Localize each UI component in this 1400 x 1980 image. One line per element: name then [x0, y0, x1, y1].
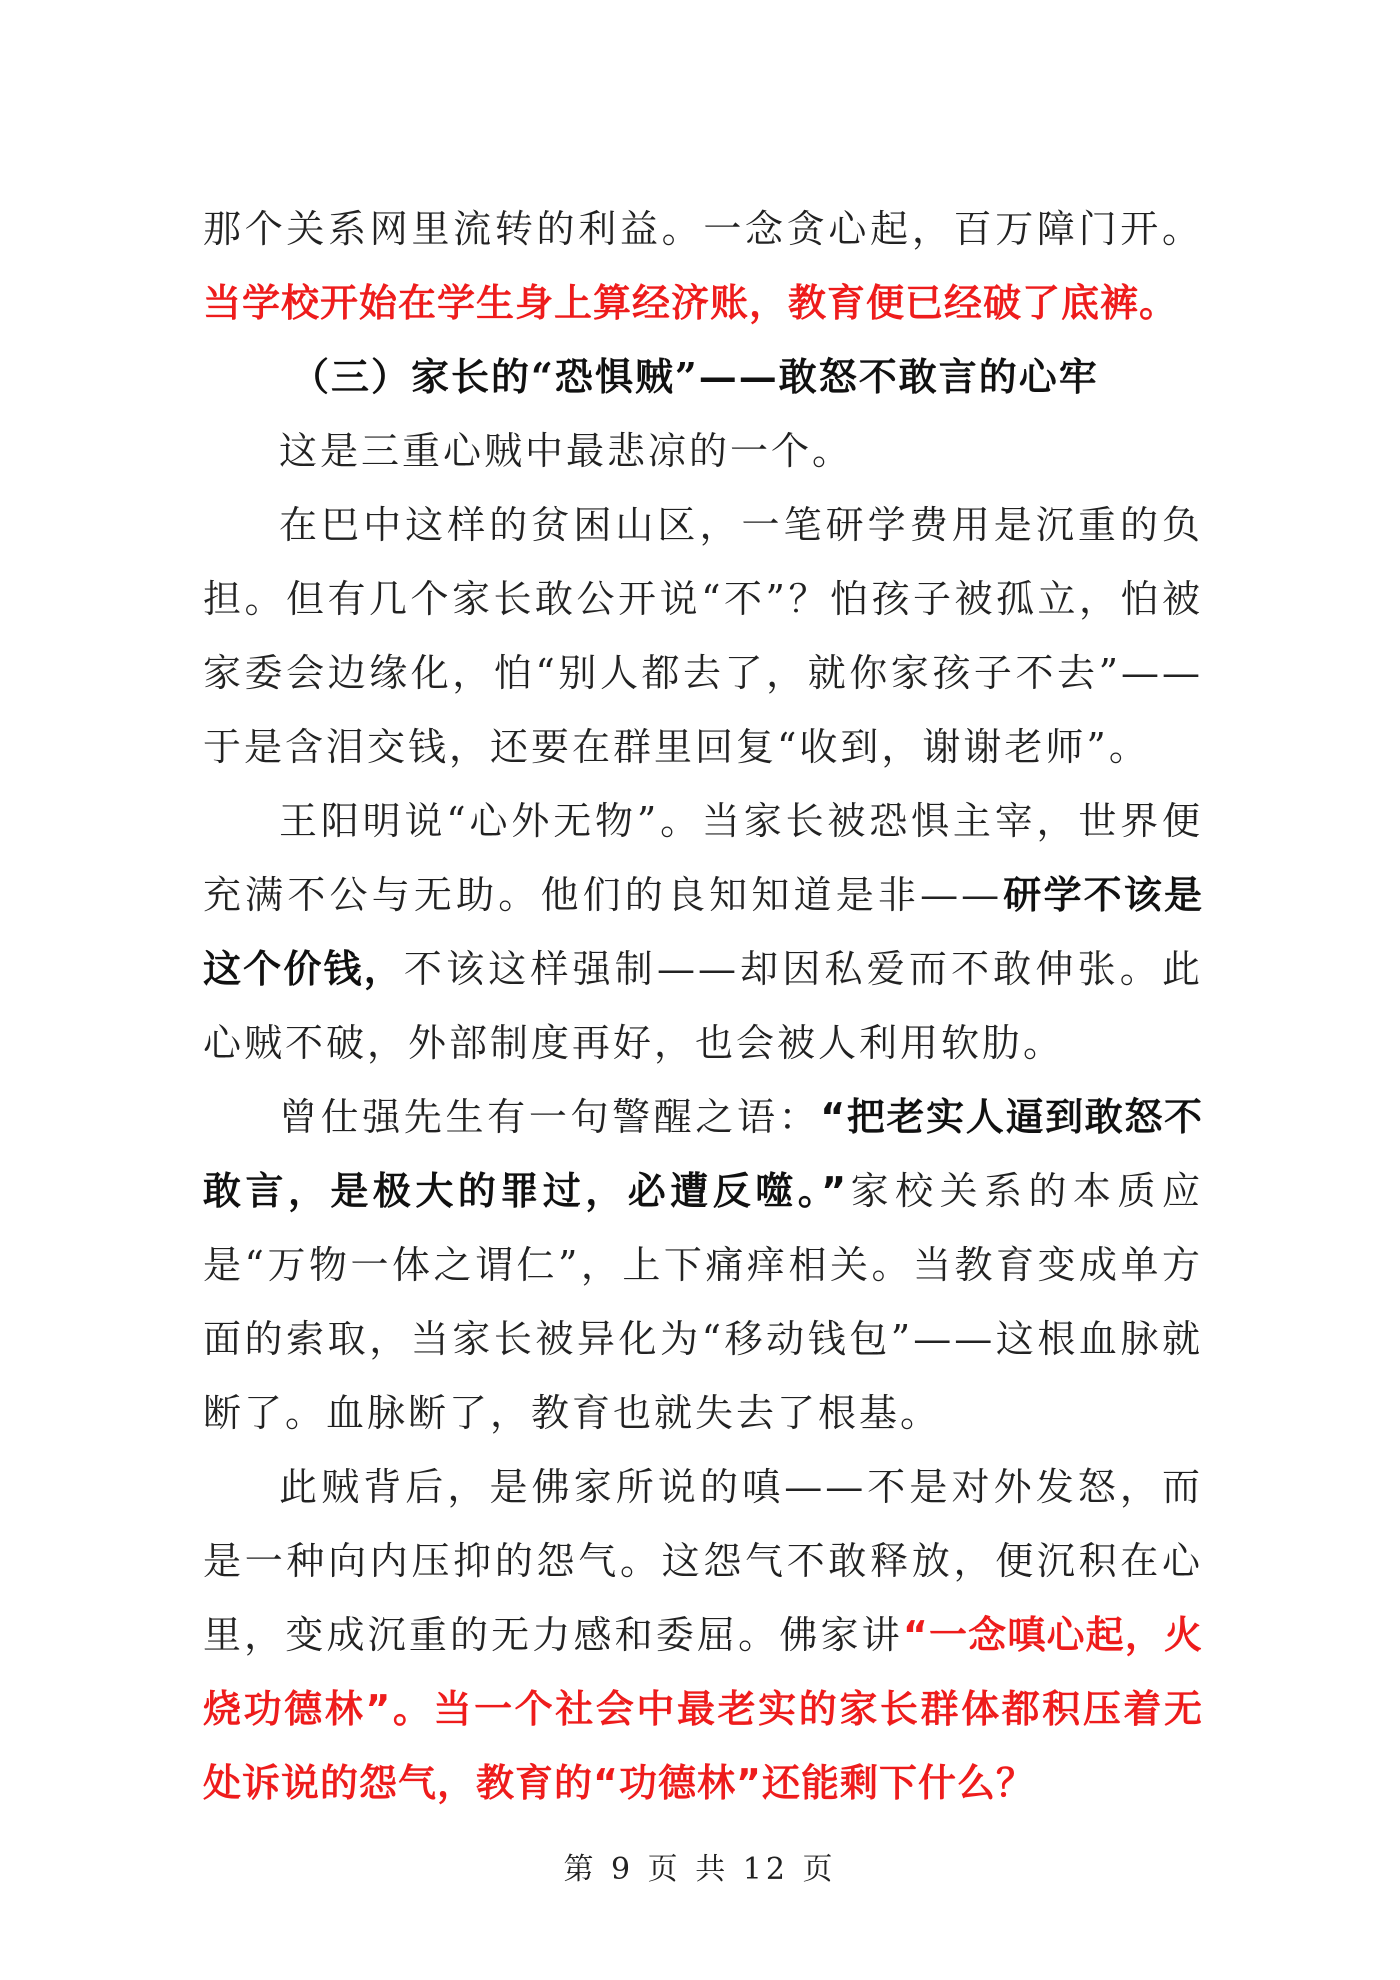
paragraph-text: 不该这样强制——却因私爱而不敢伸张。此心贼不破，外部制度再好，也会被人利用软肋。 — [203, 947, 1203, 1065]
red-emphasis-text: “一念嗔心起，火烧功德林”。当一个社会中最老实的家长群体都积压着无处诉说的怨气，教育的“功德林”还能剩下什么？ — [203, 1613, 1203, 1805]
page-body — [203, 192, 1203, 1820]
paragraph-4 — [203, 784, 1203, 1080]
bold-emphasis-text: 研学不该是这个价钱， — [203, 873, 1203, 991]
red-emphasis-text: 当学校开始在学生身上算经济账，教育便已经破了底裤。 — [203, 281, 1179, 325]
bold-quote-text: “把老实人逼到敢怒不敢言，是极大的罪过，必遭反噬。” — [203, 1095, 1203, 1213]
paragraph-6 — [203, 1450, 1203, 1820]
paragraph-text: 曾仕强先生有一句警醒之语： — [279, 1095, 821, 1139]
paragraph-1 — [203, 192, 1203, 340]
paragraph-2: 这是三重心贼中最悲凉的一个。 — [279, 429, 854, 473]
paragraph-5 — [203, 1080, 1203, 1450]
paragraph-3: 在巴中这样的贫困山区，一笔研学费用是沉重的负担。但有几个家长敢公开说“不”？怕孩子被孤立，怕被家委会边缘化，怕“别人都去了，就你家孩子不去”——于是含泪交钱，还要在群里回复“收到，谢谢老师”。 — [203, 503, 1203, 769]
paragraph-text: 王阳明说“心外无物”。当家长被恐惧主宰，世界便充满不公与无助。他们的良知知道是非—— — [203, 799, 1203, 917]
paragraph-text: 家校关系的本质应是“万物一体之谓仁”，上下痛痒相关。当教育变成单方面的索取，当家长被异化为“移动钱包”——这根血脉就断了。血脉断了，教育也就失去了根基。 — [203, 1169, 1203, 1435]
section-heading: （三）家长的“恐惧贼”——敢怒不敢言的心牢 — [291, 354, 1099, 399]
paragraph-text: 那个关系网里流转的利益。一念贪心起，百万障门开。 — [203, 207, 1203, 251]
paragraph-text: 此贼背后，是佛家所说的嗔——不是对外发怒，而是一种向内压抑的怨气。这怨气不敢释放，便沉积在心里，变成沉重的无力感和委屈。佛家讲 — [203, 1465, 1203, 1657]
page-number-footer: 第 9 页 共 12 页 — [563, 1852, 837, 1887]
